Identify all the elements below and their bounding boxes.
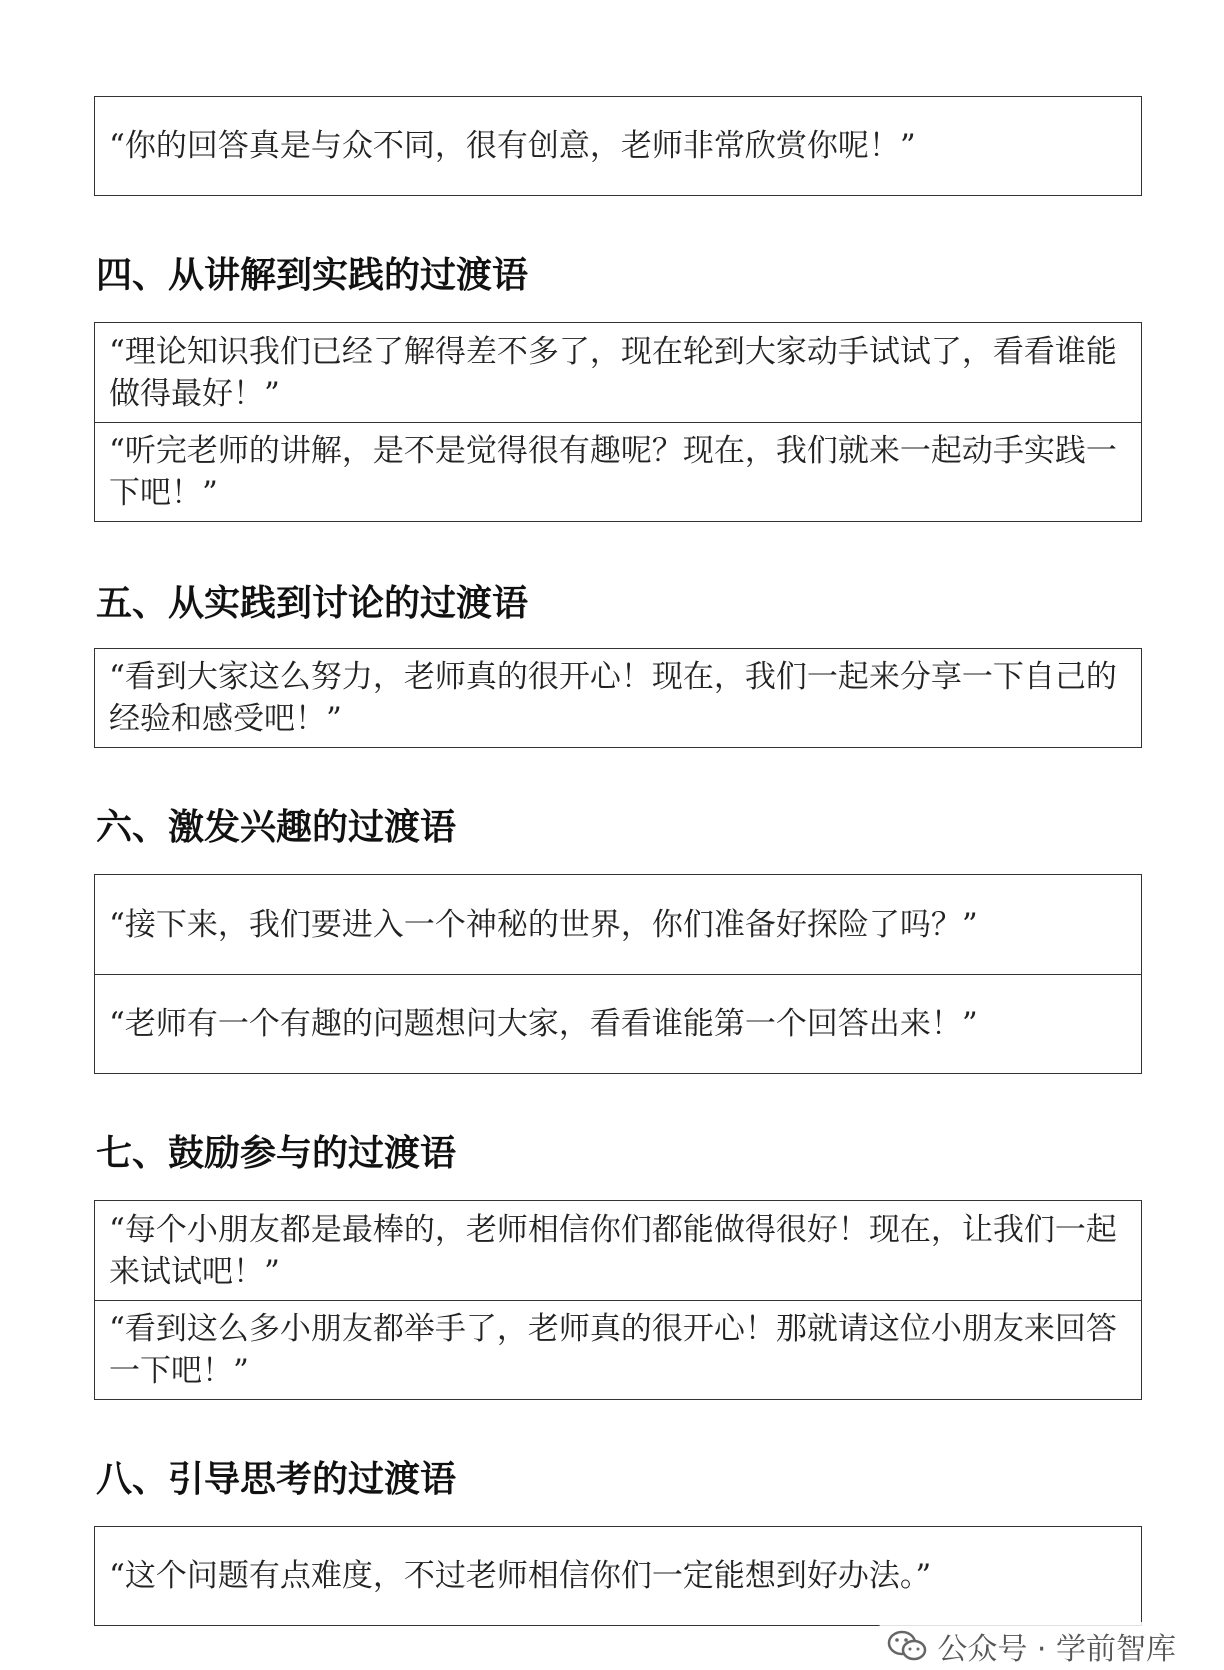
watermark-text: 公众号 · 学前智库 [937,1632,1176,1667]
quote-line: “接下来，我们要进入一个神秘的世界，你们准备好探险了吗？” [109,906,978,943]
section-heading: 六、激发兴趣的过渡语 [96,807,457,848]
quote-line: “看到这么多小朋友都举手了，老师真的很开心！那就请这位小朋友来回答一下吧！” [95,1300,1141,1398]
quote-line: “你的回答真是与众不同，很有创意，老师非常欣赏你呢！” [109,127,916,164]
quote-box [94,1200,1142,1400]
quote-line: “看到大家这么努力，老师真的很开心！现在，我们一起来分享一下自己的经验和感受吧！” [109,658,1117,737]
quote-box [94,874,1142,1074]
wechat-icon [887,1629,927,1663]
quote-box [94,96,1142,196]
quote-line: “理论知识我们已经了解得差不多了，现在轮到大家动手试试了，看看谁能做得最好！” [109,333,1117,412]
quote-box [94,1526,1142,1626]
quote-line: “听完老师的讲解，是不是觉得很有趣呢？现在，我们就来一起动手实践一下吧！” [95,422,1141,520]
section-heading: 四、从讲解到实践的过渡语 [96,255,529,296]
watermark [879,1622,1184,1670]
quote-box [94,322,1142,522]
quote-box [94,648,1142,748]
quote-line: “老师有一个有趣的问题想问大家，看看谁能第一个回答出来！” [95,974,1141,1072]
section-heading: 八、引导思考的过渡语 [96,1459,457,1500]
quote-line: “这个问题有点难度，不过老师相信你们一定能想到好办法。” [109,1557,932,1594]
section-heading: 七、鼓励参与的过渡语 [96,1133,457,1174]
quote-line: “每个小朋友都是最棒的，老师相信你们都能做得很好！现在，让我们一起来试试吧！” [109,1211,1117,1290]
section-heading: 五、从实践到讨论的过渡语 [96,583,529,624]
